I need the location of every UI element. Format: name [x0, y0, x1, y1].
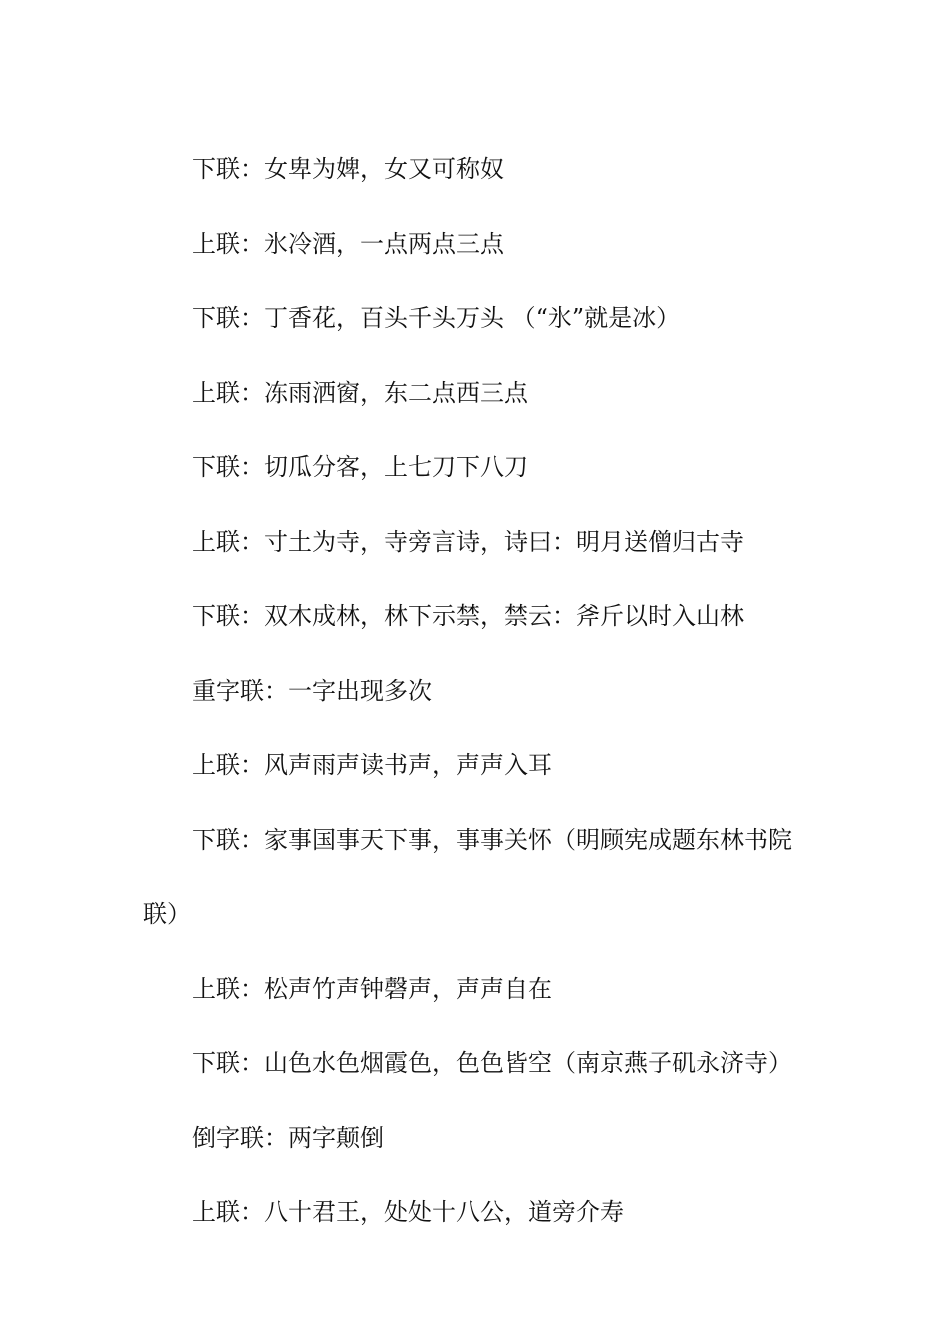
- couplet-line: 下联：家事国事天下事，事事关怀（明顾宪成题东林书院联）: [143, 825, 792, 928]
- document-body: [143, 132, 813, 1250]
- section-heading: 重字联：一字出现多次: [192, 676, 432, 705]
- section-heading: 倒字联：两字颠倒: [192, 1123, 384, 1152]
- couplet-line: 上联：松声竹声钟磬声，声声自在: [192, 974, 552, 1003]
- couplet-line: 上联：寸土为寺，寺旁言诗，诗曰：明月送僧归古寺: [192, 527, 744, 556]
- couplet-line: 上联：氷冷酒，一点两点三点: [192, 229, 504, 258]
- couplet-line: 上联：风声雨声读书声，声声入耳: [192, 751, 552, 779]
- couplet-line: 下联：山色水色烟霞色，色色皆空（南京燕子矶永济寺）: [192, 1049, 792, 1077]
- couplet-line: 下联：双木成林，林下示禁，禁云：斧斤以时入山林: [192, 602, 744, 630]
- couplet-line: 上联：八十君王，处处十八公，道旁介寿: [192, 1198, 624, 1226]
- couplet-line: 下联：切瓜分客，上七刀下八刀: [192, 453, 528, 481]
- couplet-line: 下联：女卑为婢，女又可称奴: [192, 155, 504, 183]
- couplet-line: 下联：丁香花，百头千头万头 （“氷”就是冰）: [192, 304, 681, 332]
- couplet-line: 上联：冻雨洒窗，东二点西三点: [192, 378, 528, 407]
